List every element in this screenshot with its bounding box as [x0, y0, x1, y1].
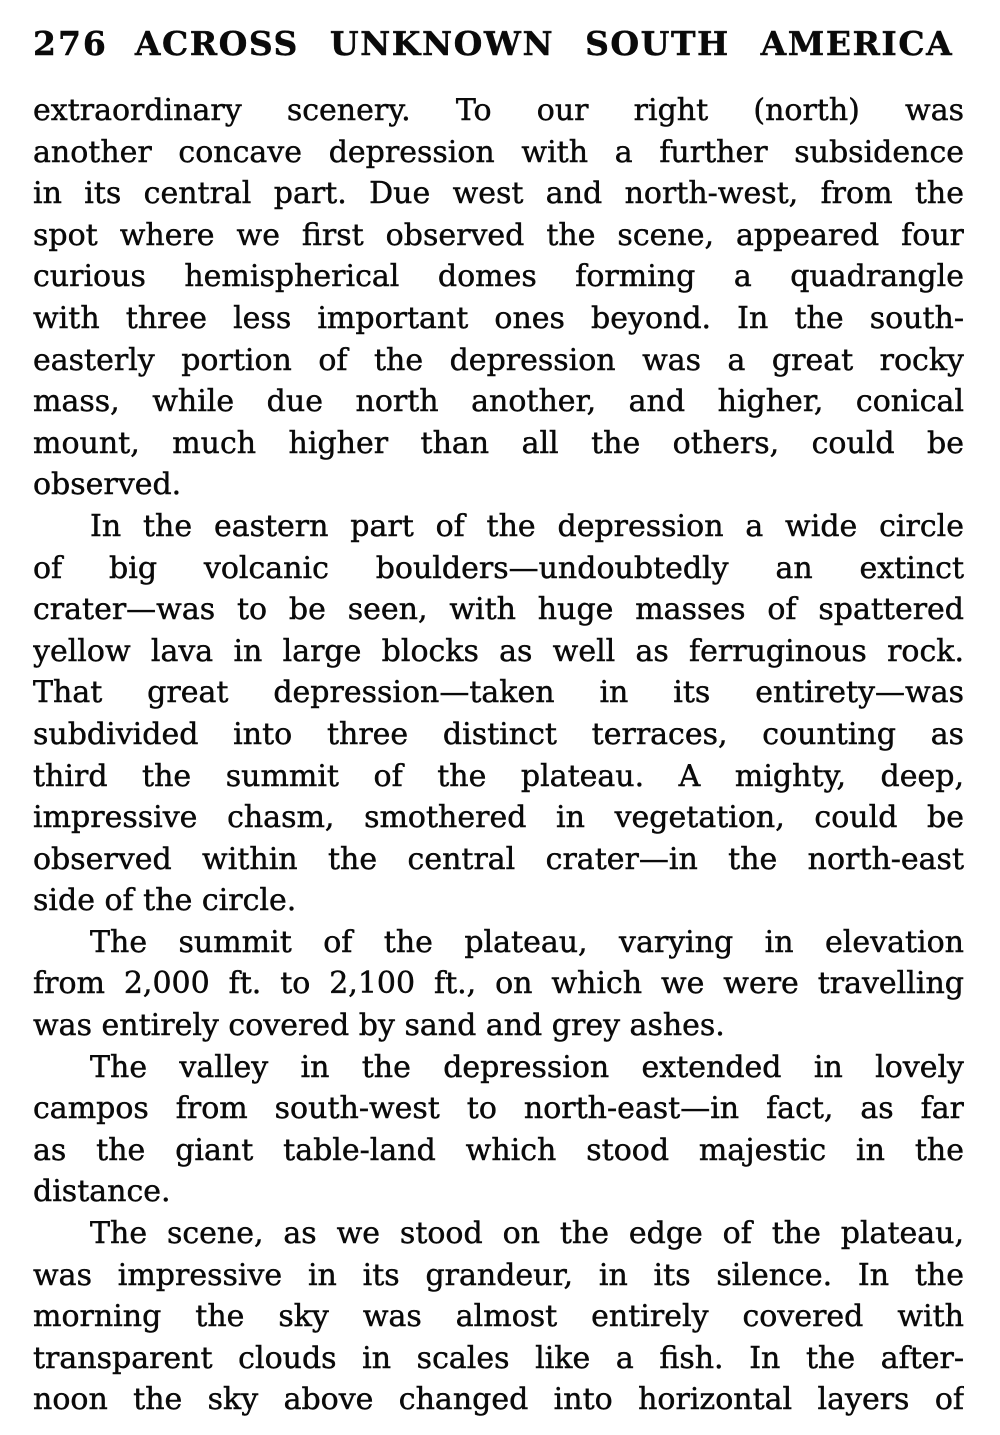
paragraph [33, 1047, 964, 1213]
text-line: was impressive in its grandeur, in its silence. In the [33, 1257, 964, 1293]
text-line: yellow lava in large blocks as well as ferruginous rock. [33, 633, 964, 669]
text-line: was entirely covered by sand and grey ashes. [33, 1008, 725, 1044]
text-line: as the giant table-land which stood majestic in the [33, 1132, 964, 1168]
text-line: noon the sky above changed into horizontal layers of [33, 1382, 964, 1418]
text-line: mass, while due north another, and higher, conical [33, 384, 964, 420]
text-line: side of the circle. [33, 883, 297, 919]
text-line: mount, much higher than all the others, could be [33, 425, 964, 461]
text-line: That great depression—taken in its entirety—was [33, 675, 964, 711]
paragraph [33, 1213, 964, 1421]
paragraph [33, 506, 964, 922]
text-line: subdivided into three distinct terraces, counting as [33, 716, 964, 752]
text-line: extraordinary scenery. To our right (north) was [33, 93, 964, 128]
text-line: curious hemispherical domes forming a quadrangle [33, 259, 964, 295]
text-line: morning the sky was almost entirely covered with [33, 1299, 964, 1335]
text-line: distance. [33, 1174, 171, 1210]
text-line: from 2,000 ft. to 2,100 ft., on which we were travelling [33, 966, 964, 1002]
text-line: easterly portion of the depression was a great rocky [33, 342, 964, 378]
text-line: The summit of the plateau, varying in elevation [90, 924, 964, 960]
text-line: The valley in the depression extended in lovely [90, 1049, 964, 1085]
text-line: another concave depression with a further subsidence [33, 134, 964, 170]
text-line: observed within the central crater—in the north-east [33, 841, 964, 877]
paragraph [33, 922, 964, 1047]
text-line: with three less important ones beyond. In the south- [33, 300, 964, 336]
text-line: of big volcanic boulders—undoubtedly an extinct [33, 550, 964, 586]
text-line: spot where we first observed the scene, appeared four [33, 217, 964, 253]
text-line: observed. [33, 467, 182, 503]
page-number: 276 [33, 24, 108, 63]
text-line: in its central part. Due west and north-west, from the [33, 176, 964, 212]
page-body [33, 90, 964, 1421]
page-header [33, 24, 964, 64]
paragraph [33, 90, 964, 506]
text-line: impressive chasm, smothered in vegetation, could be [33, 800, 964, 836]
text-line: In the eastern part of the depression a wide circle [90, 508, 964, 544]
text-line: crater—was to be seen, with huge masses of spattered [33, 592, 964, 628]
running-title: ACROSS UNKNOWN SOUTH AMERICA [134, 24, 954, 63]
text-line: campos from south-west to north-east—in fact, as far [33, 1091, 964, 1127]
text-line: transparent clouds in scales like a fish. In the after- [33, 1340, 964, 1376]
text-line: The scene, as we stood on the edge of the plateau, [90, 1216, 964, 1252]
text-line: third the summit of the plateau. A mighty, deep, [33, 758, 964, 794]
